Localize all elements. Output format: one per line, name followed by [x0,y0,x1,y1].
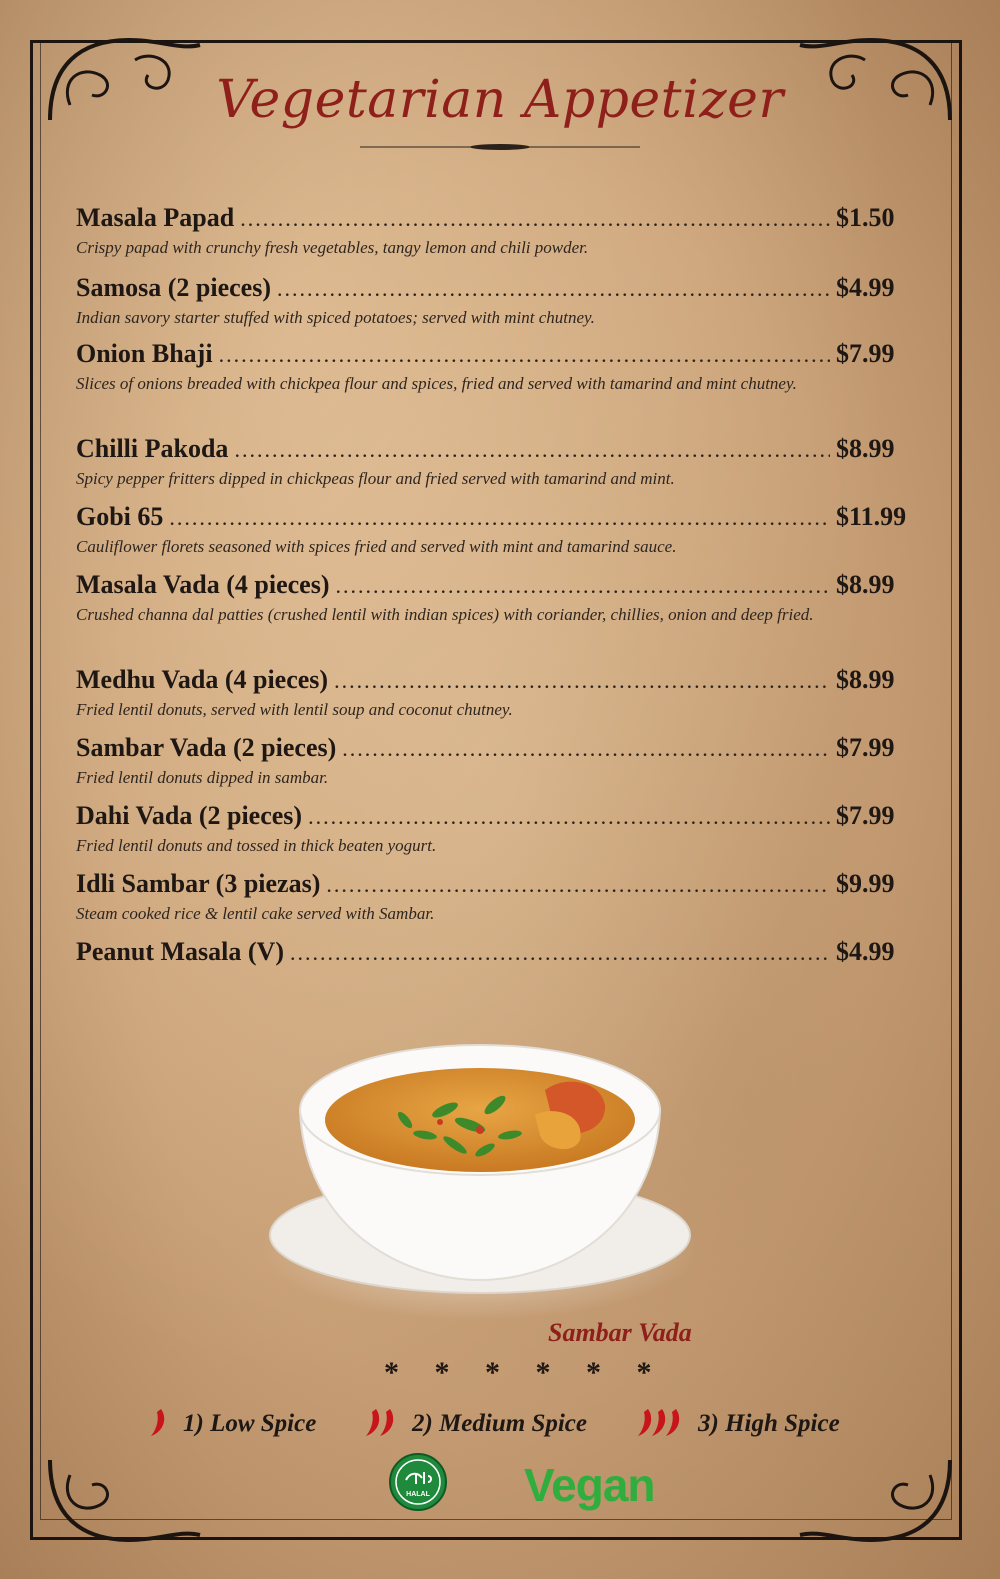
menu-item-name: Peanut Masala (V) [76,937,284,966]
menu-item-name: Medhu Vada (4 pieces) [76,665,329,694]
star-divider: * * * * * * [384,1356,666,1389]
menu-item-description: Steam cooked rice & lentil cake served with Sambar. [76,904,435,923]
corner-ornament-bottom-right [790,1445,960,1555]
menu-item-price: $4.99 [836,273,895,302]
sambar-vada-photo [255,1020,705,1320]
spice-legend-label: 1) Low Spice [183,1410,317,1437]
menu-item-description: Fried lentil donuts dipped in sambar. [76,768,329,787]
menu-item [76,801,916,858]
menu-item-row [76,801,916,835]
menu-item-name: Idli Sambar (3 piezas) [76,869,321,898]
menu-item-name: Samosa (2 pieces) [76,273,271,302]
page-title: Vegetarian Appetizer [216,70,784,130]
chili-pepper [666,1409,679,1436]
menu-item-row [76,665,916,699]
chili-pepper [380,1409,393,1436]
menu-item-price: $11.99 [836,502,907,531]
menu-item-row [76,502,916,536]
menu-item-description: Spicy pepper fritters dipped in chickpeas flour and fried served with tamarind and mint. [76,469,675,488]
dot-leader [169,505,830,531]
menu-item-row [76,570,916,604]
dot-leader [219,342,830,368]
menu-item-row [76,203,916,237]
dot-leader [290,940,830,966]
menu-item-price: $7.99 [836,339,895,368]
menu-item-name: Sambar Vada (2 pieces) [76,733,337,762]
menu-item-row [76,869,916,903]
menu-item-price: $1.50 [836,203,895,232]
dot-leader [334,668,830,694]
menu-item [76,869,916,926]
menu-item-description: Crushed channa dal patties (crushed lentil with indian spices) with coriander, chillies, onion and deep fried. [76,605,814,624]
menu-item-description: Cauliflower florets seasoned with spices fried and served with mint and tamarind sauce. [76,537,677,556]
menu-item-row [76,273,916,307]
corner-ornament-bottom-left [40,1445,210,1555]
menu-item-price: $8.99 [836,665,895,694]
dot-leader [336,573,831,599]
menu-item-description: Indian savory starter stuffed with spiced potatoes; served with mint chutney. [76,308,595,327]
menu-item-description: Crispy papad with crunchy fresh vegetables, tangy lemon and chili powder. [76,238,589,257]
menu-item-price: $8.99 [836,570,895,599]
chili-pepper [652,1409,665,1436]
dot-leader [326,872,830,898]
menu-item [76,937,916,971]
menu-item-row [76,434,916,468]
menu-item-name: Masala Papad [76,203,235,232]
menu-item-name: Chilli Pakoda [76,434,229,463]
menu-item-row [76,339,916,373]
dot-leader [240,206,830,232]
menu-item [76,502,916,559]
spice-legend-label: 3) High Spice [698,1410,840,1437]
dot-leader [234,437,830,463]
menu-item-name: Dahi Vada (2 pieces) [76,801,303,830]
chili-pepper [366,1409,379,1436]
menu-item-row [76,937,916,971]
halal-badge-icon [388,1452,448,1512]
menu-item-row [76,733,916,767]
vegan-badge: Vegan [524,1459,655,1511]
menu-item-description: Fried lentil donuts, served with lentil soup and coconut chutney. [76,700,513,719]
chili-pepper [151,1409,164,1436]
menu-item-price: $7.99 [836,801,895,830]
spice-legend-high [632,1404,840,1444]
dot-leader [342,736,830,762]
menu-item-name: Gobi 65 [76,502,164,531]
chili-icon [360,1405,402,1444]
menu-item-price: $7.99 [836,733,895,762]
menu-item-name: Masala Vada (4 pieces) [76,570,330,599]
spice-legend-medium [360,1404,587,1444]
title-divider [360,142,640,152]
menu-item [76,733,916,790]
photo-caption: Sambar Vada [548,1318,692,1347]
menu-item-description: Fried lentil donuts and tossed in thick beaten yogurt. [76,836,437,855]
menu-item-price: $4.99 [836,937,895,966]
chili-icon [145,1405,173,1444]
menu-item-name: Onion Bhaji [76,339,213,368]
menu-item [76,273,916,330]
dot-leader [308,804,830,830]
dot-leader [277,276,830,302]
menu-item-price: $8.99 [836,434,895,463]
menu-item [76,203,916,260]
menu-item [76,434,916,491]
menu-item [76,339,916,396]
spice-legend-low [145,1404,316,1444]
spice-legend-label: 2) Medium Spice [412,1410,587,1437]
chili-pepper [638,1409,651,1436]
menu-item [76,665,916,722]
menu-item [76,570,916,627]
halal-badge-text: HALAL [406,1491,430,1498]
chili-icon [632,1405,688,1444]
menu-item-price: $9.99 [836,869,895,898]
menu-item-description: Slices of onions breaded with chickpea flour and spices, fried and served with tamarind and mint chutney. [76,374,797,393]
